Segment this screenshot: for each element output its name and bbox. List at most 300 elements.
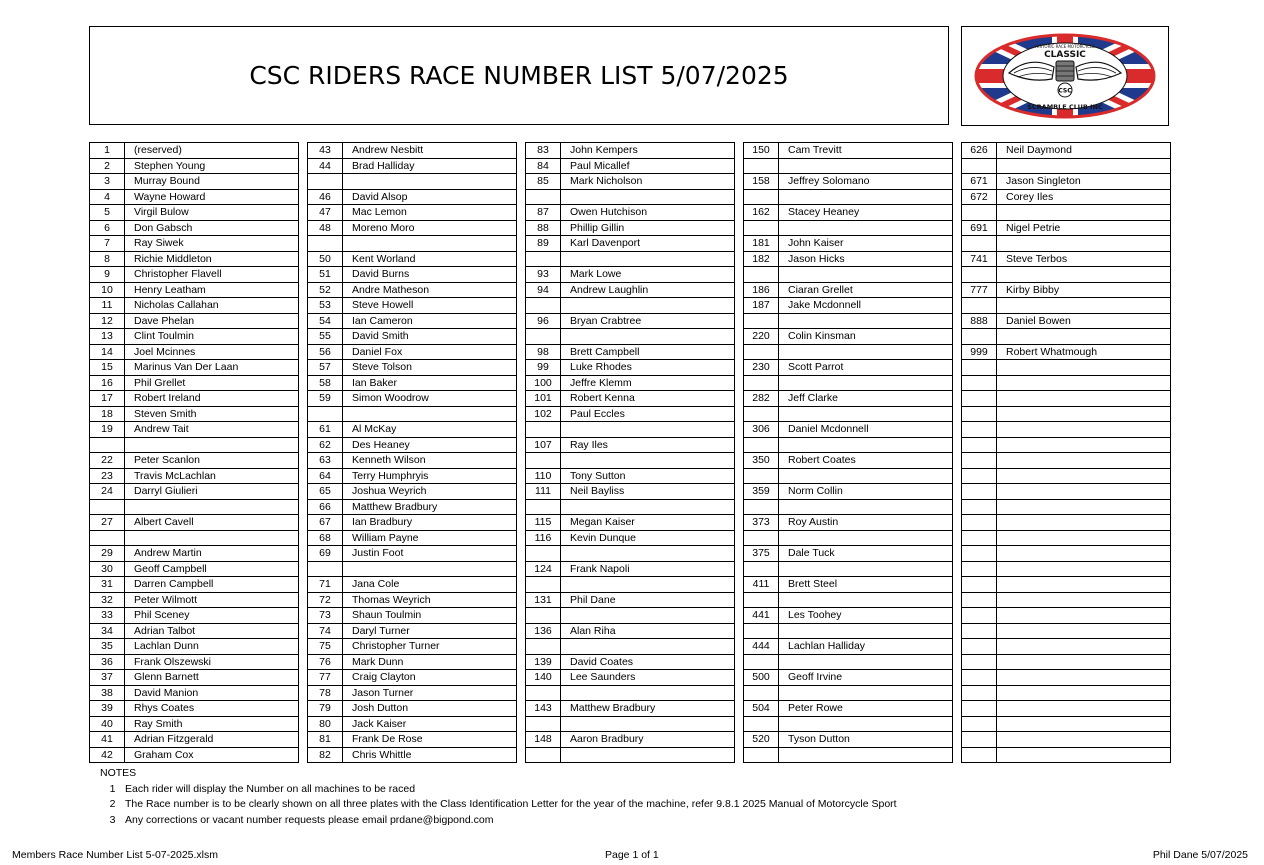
race-number — [744, 267, 779, 283]
table-row — [308, 251, 517, 267]
table-row — [526, 158, 735, 174]
rider-name — [997, 468, 1171, 484]
table-row — [962, 639, 1171, 655]
race-number: 72 — [308, 592, 343, 608]
table-row — [962, 143, 1171, 159]
rider-name: Norm Collin — [779, 484, 953, 500]
table-row — [526, 313, 735, 329]
race-number: 37 — [90, 670, 125, 686]
race-number: 99 — [526, 360, 561, 376]
race-number: 520 — [744, 732, 779, 748]
race-number: 74 — [308, 623, 343, 639]
table-row — [308, 453, 517, 469]
table-row — [962, 747, 1171, 763]
table-row — [962, 267, 1171, 283]
race-number: 150 — [744, 143, 779, 159]
rider-name: Jason Hicks — [779, 251, 953, 267]
rider-name: Travis McLachlan — [125, 468, 299, 484]
race-number: 15 — [90, 360, 125, 376]
rider-name — [343, 561, 517, 577]
race-number — [962, 747, 997, 763]
rider-name: Clint Toulmin — [125, 329, 299, 345]
table-row — [744, 158, 953, 174]
table-row — [962, 716, 1171, 732]
race-number: 888 — [962, 313, 997, 329]
rider-name — [779, 468, 953, 484]
race-number: 61 — [308, 422, 343, 438]
table-row — [526, 716, 735, 732]
rider-name: Lachlan Halliday — [779, 639, 953, 655]
table-row — [526, 484, 735, 500]
table-row — [526, 282, 735, 298]
number-column-1 — [89, 142, 299, 763]
table-row — [90, 716, 299, 732]
table-row — [526, 437, 735, 453]
rider-name: Daniel Bowen — [997, 313, 1171, 329]
table-row — [962, 484, 1171, 500]
table-row — [744, 453, 953, 469]
rider-name — [561, 499, 735, 515]
table-row — [744, 732, 953, 748]
race-number: 136 — [526, 623, 561, 639]
race-number — [744, 344, 779, 360]
race-number: 140 — [526, 670, 561, 686]
table-row — [90, 344, 299, 360]
rider-name: Jake Mcdonnell — [779, 298, 953, 314]
rider-name: Wayne Howard — [125, 189, 299, 205]
rider-name: Peter Rowe — [779, 701, 953, 717]
race-number: 2 — [90, 158, 125, 174]
race-number: 139 — [526, 654, 561, 670]
table-row — [90, 685, 299, 701]
rider-name: Des Heaney — [343, 437, 517, 453]
rider-name: Jeffrey Solomano — [779, 174, 953, 190]
race-number — [526, 639, 561, 655]
race-number: 777 — [962, 282, 997, 298]
race-number — [962, 608, 997, 624]
table-row — [90, 158, 299, 174]
table-row — [308, 267, 517, 283]
table-row — [744, 236, 953, 252]
table-row — [308, 499, 517, 515]
table-row — [90, 251, 299, 267]
rider-name — [997, 592, 1171, 608]
race-number: 444 — [744, 639, 779, 655]
table-row — [90, 174, 299, 190]
table-row — [90, 639, 299, 655]
table-row — [90, 701, 299, 717]
rider-name — [997, 484, 1171, 500]
race-number: 230 — [744, 360, 779, 376]
table-row — [526, 608, 735, 624]
rider-name: Phil Grellet — [125, 375, 299, 391]
rider-name — [343, 236, 517, 252]
table-row — [962, 391, 1171, 407]
rider-name: Owen Hutchison — [561, 205, 735, 221]
race-number: 30 — [90, 561, 125, 577]
table-row — [744, 251, 953, 267]
race-number: 79 — [308, 701, 343, 717]
rider-name: Nicholas Callahan — [125, 298, 299, 314]
rider-name — [779, 313, 953, 329]
table-row — [744, 484, 953, 500]
race-number — [744, 468, 779, 484]
table-row — [308, 236, 517, 252]
race-number: 81 — [308, 732, 343, 748]
notes-heading: NOTES — [100, 767, 137, 779]
rider-name — [997, 499, 1171, 515]
table-row — [526, 298, 735, 314]
rider-name — [997, 685, 1171, 701]
rider-name: Marinus Van Der Laan — [125, 360, 299, 376]
table-row — [308, 577, 517, 593]
table-row — [308, 515, 517, 531]
rider-name — [779, 499, 953, 515]
table-row — [744, 561, 953, 577]
rider-name: Daniel Fox — [343, 344, 517, 360]
rider-name: Scott Parrot — [779, 360, 953, 376]
race-number: 39 — [90, 701, 125, 717]
table-row — [744, 592, 953, 608]
table-row — [744, 701, 953, 717]
race-number — [962, 530, 997, 546]
rider-name — [997, 360, 1171, 376]
table-row — [308, 174, 517, 190]
table-row — [526, 375, 735, 391]
rider-name — [561, 546, 735, 562]
rider-name: Craig Clayton — [343, 670, 517, 686]
race-number: 691 — [962, 220, 997, 236]
rider-name: Robert Whatmough — [997, 344, 1171, 360]
race-number: 71 — [308, 577, 343, 593]
table-row — [962, 515, 1171, 531]
table-row — [962, 282, 1171, 298]
table-row — [526, 685, 735, 701]
race-number — [526, 422, 561, 438]
rider-name — [997, 158, 1171, 174]
rider-name: David Manion — [125, 685, 299, 701]
table-row — [90, 437, 299, 453]
number-column-5 — [961, 142, 1171, 763]
race-number: 35 — [90, 639, 125, 655]
race-number: 220 — [744, 329, 779, 345]
race-number: 181 — [744, 236, 779, 252]
table-row — [962, 608, 1171, 624]
rider-name: Joel Mcinnes — [125, 344, 299, 360]
rider-name — [997, 236, 1171, 252]
rider-name: Daniel Mcdonnell — [779, 422, 953, 438]
race-number: 48 — [308, 220, 343, 236]
rider-name: Don Gabsch — [125, 220, 299, 236]
race-number: 89 — [526, 236, 561, 252]
race-number: 24 — [90, 484, 125, 500]
race-number — [744, 623, 779, 639]
rider-name — [997, 530, 1171, 546]
race-number: 51 — [308, 267, 343, 283]
rider-name — [561, 747, 735, 763]
race-number: 10 — [90, 282, 125, 298]
table-row — [90, 515, 299, 531]
race-number — [308, 406, 343, 422]
table-row — [526, 546, 735, 562]
rider-name: Joshua Weyrich — [343, 484, 517, 500]
race-number: 671 — [962, 174, 997, 190]
table-row — [526, 220, 735, 236]
rider-name: Neil Bayliss — [561, 484, 735, 500]
race-number — [308, 236, 343, 252]
number-table-3 — [525, 142, 735, 763]
race-number: 1 — [90, 143, 125, 159]
rider-name: Steve Howell — [343, 298, 517, 314]
table-row — [744, 670, 953, 686]
race-number: 69 — [308, 546, 343, 562]
rider-name: Phil Dane — [561, 592, 735, 608]
race-number: 76 — [308, 654, 343, 670]
table-row — [90, 453, 299, 469]
rider-name: Bryan Crabtree — [561, 313, 735, 329]
table-row — [526, 670, 735, 686]
race-number: 18 — [90, 406, 125, 422]
rider-name — [561, 251, 735, 267]
rider-name: Ian Bradbury — [343, 515, 517, 531]
race-number: 50 — [308, 251, 343, 267]
rider-name: Mark Dunn — [343, 654, 517, 670]
table-row — [744, 360, 953, 376]
table-row — [526, 143, 735, 159]
race-number — [526, 329, 561, 345]
table-row — [90, 561, 299, 577]
rider-name — [779, 189, 953, 205]
table-row — [744, 267, 953, 283]
table-row — [526, 623, 735, 639]
table-row — [744, 329, 953, 345]
rider-name — [997, 205, 1171, 221]
number-column-3 — [525, 142, 735, 763]
rider-name: John Kaiser — [779, 236, 953, 252]
table-row — [308, 344, 517, 360]
rider-name — [997, 422, 1171, 438]
rider-name: Andrew Nesbitt — [343, 143, 517, 159]
rider-name: Andre Matheson — [343, 282, 517, 298]
rider-name: Henry Leatham — [125, 282, 299, 298]
rider-name — [561, 422, 735, 438]
race-number: 66 — [308, 499, 343, 515]
table-row — [962, 329, 1171, 345]
rider-name — [997, 608, 1171, 624]
table-row — [962, 546, 1171, 562]
race-number: 33 — [90, 608, 125, 624]
race-number: 29 — [90, 546, 125, 562]
race-number: 84 — [526, 158, 561, 174]
race-number — [962, 701, 997, 717]
race-number: 22 — [90, 453, 125, 469]
race-number: 88 — [526, 220, 561, 236]
rider-name — [997, 716, 1171, 732]
race-number: 87 — [526, 205, 561, 221]
race-number: 350 — [744, 453, 779, 469]
table-row — [526, 189, 735, 205]
table-row — [308, 654, 517, 670]
rider-name: Alan Riha — [561, 623, 735, 639]
table-row — [526, 406, 735, 422]
race-number — [962, 453, 997, 469]
rider-name: Ray Siwek — [125, 236, 299, 252]
race-number — [962, 406, 997, 422]
rider-name: Mark Nicholson — [561, 174, 735, 190]
table-row — [962, 205, 1171, 221]
race-number: 14 — [90, 344, 125, 360]
race-number: 626 — [962, 143, 997, 159]
table-row — [744, 143, 953, 159]
race-number: 63 — [308, 453, 343, 469]
table-row — [526, 747, 735, 763]
table-row — [962, 220, 1171, 236]
rider-name: Cam Trevitt — [779, 143, 953, 159]
table-row — [308, 375, 517, 391]
rider-name — [561, 639, 735, 655]
table-row — [526, 251, 735, 267]
table-row — [962, 406, 1171, 422]
race-number: 359 — [744, 484, 779, 500]
rider-name: Paul Eccles — [561, 406, 735, 422]
table-row — [308, 546, 517, 562]
table-row — [962, 654, 1171, 670]
notes-section — [100, 766, 897, 828]
race-number — [962, 484, 997, 500]
rider-name — [997, 639, 1171, 655]
table-row — [744, 437, 953, 453]
race-number: 306 — [744, 422, 779, 438]
rider-name: Peter Wilmott — [125, 592, 299, 608]
rider-name: Geoff Irvine — [779, 670, 953, 686]
rider-name: Graham Cox — [125, 747, 299, 763]
race-number — [526, 453, 561, 469]
rider-name — [779, 344, 953, 360]
race-number: 64 — [308, 468, 343, 484]
rider-name: Peter Scanlon — [125, 453, 299, 469]
race-number: 32 — [90, 592, 125, 608]
rider-name — [997, 561, 1171, 577]
rider-name: Ray Iles — [561, 437, 735, 453]
note-item — [100, 797, 897, 813]
rider-name: Nigel Petrie — [997, 220, 1171, 236]
race-number — [962, 236, 997, 252]
race-number — [526, 577, 561, 593]
table-row — [526, 561, 735, 577]
rider-name — [997, 747, 1171, 763]
table-row — [90, 592, 299, 608]
rider-name — [125, 530, 299, 546]
rider-name: Les Toohey — [779, 608, 953, 624]
table-row — [962, 685, 1171, 701]
race-number: 115 — [526, 515, 561, 531]
rider-name — [561, 298, 735, 314]
table-row — [962, 174, 1171, 190]
race-number: 83 — [526, 143, 561, 159]
table-row — [962, 592, 1171, 608]
rider-name: Mac Lemon — [343, 205, 517, 221]
logo-box — [961, 26, 1169, 126]
race-number — [744, 654, 779, 670]
rider-name: Adrian Fitzgerald — [125, 732, 299, 748]
table-row — [744, 468, 953, 484]
table-row — [526, 205, 735, 221]
rider-name: Christopher Turner — [343, 639, 517, 655]
rider-name: David Burns — [343, 267, 517, 283]
table-row — [526, 530, 735, 546]
rider-name — [343, 406, 517, 422]
table-row — [744, 313, 953, 329]
race-number: 500 — [744, 670, 779, 686]
table-row — [744, 189, 953, 205]
rider-name: Darryl Giulieri — [125, 484, 299, 500]
rider-name — [997, 453, 1171, 469]
rider-name: Phil Sceney — [125, 608, 299, 624]
rider-name: Robert Kenna — [561, 391, 735, 407]
table-row — [308, 205, 517, 221]
rider-name: Ray Smith — [125, 716, 299, 732]
table-row — [526, 499, 735, 515]
rider-name: Frank Napoli — [561, 561, 735, 577]
table-row — [308, 701, 517, 717]
race-number: 68 — [308, 530, 343, 546]
rider-name — [997, 546, 1171, 562]
race-number: 411 — [744, 577, 779, 593]
race-number: 52 — [308, 282, 343, 298]
race-number — [90, 530, 125, 546]
race-number: 62 — [308, 437, 343, 453]
rider-name: Andrew Martin — [125, 546, 299, 562]
rider-name: Terry Humphryis — [343, 468, 517, 484]
table-row — [744, 406, 953, 422]
table-row — [526, 267, 735, 283]
table-row — [962, 453, 1171, 469]
rider-name — [779, 654, 953, 670]
table-row — [308, 670, 517, 686]
race-number — [744, 375, 779, 391]
rider-name — [779, 530, 953, 546]
race-number: 38 — [90, 685, 125, 701]
race-number — [962, 499, 997, 515]
rider-name: Brett Steel — [779, 577, 953, 593]
rider-name — [997, 577, 1171, 593]
note-number: 1 — [109, 782, 116, 795]
rider-name — [779, 158, 953, 174]
race-number — [962, 329, 997, 345]
rider-name: Glenn Barnett — [125, 670, 299, 686]
table-row — [526, 360, 735, 376]
table-row — [308, 158, 517, 174]
table-row — [962, 375, 1171, 391]
race-number: 131 — [526, 592, 561, 608]
number-table-4 — [743, 142, 953, 763]
rider-name — [561, 329, 735, 345]
table-row — [308, 468, 517, 484]
race-number: 75 — [308, 639, 343, 655]
note-item — [100, 813, 897, 829]
race-number — [526, 499, 561, 515]
race-number: 98 — [526, 344, 561, 360]
race-number: 162 — [744, 205, 779, 221]
race-number: 77 — [308, 670, 343, 686]
race-number: 56 — [308, 344, 343, 360]
table-row — [744, 654, 953, 670]
race-number: 101 — [526, 391, 561, 407]
table-row — [744, 515, 953, 531]
rider-name: Virgil Bulow — [125, 205, 299, 221]
rider-name: Colin Kinsman — [779, 329, 953, 345]
table-row — [90, 530, 299, 546]
